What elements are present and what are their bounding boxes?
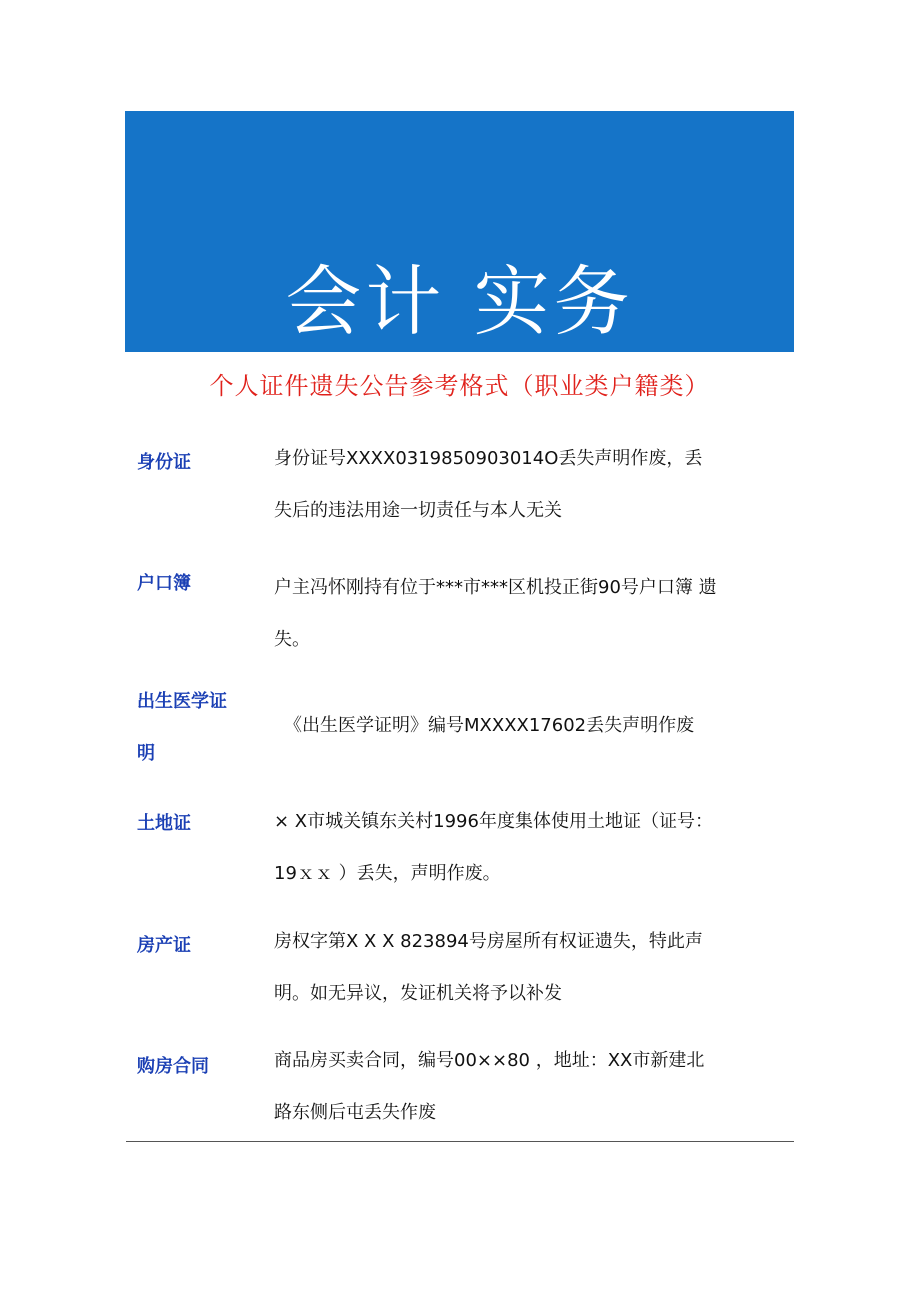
entry-label-line: 出生医学证 [137,691,227,712]
entry-label: 户口簿 [137,573,191,594]
document-title: 个人证件遗失公告参考格式（职业类户籍类） [209,372,710,400]
entry-label: 房产证 [137,935,191,956]
entry-text-line: 身份证号XXXX0319850903014O丢失声明作废，丢 [274,448,703,469]
entry-text-line: 失后的违法用途一切责任与本人无关 [274,500,562,521]
header-banner [125,111,794,352]
entry-label [137,676,247,780]
entry-text-line: 失。 [274,629,310,650]
entry-text-line: 19ｘｘ ）丢失，声明作废。 [274,863,501,884]
entry-content [274,796,784,900]
entry-content [284,700,794,752]
entry-content [274,562,784,666]
entry-label: 土地证 [137,813,191,834]
banner-title: 会计 实务 [285,257,634,346]
entry-text-line: 房权字第X X X 823894号房屋所有权证遗失，特此声 [274,931,703,952]
entry-text-line: 户主冯怀刚持有位于***市***区机投正街90号户口簿 遗 [274,577,717,598]
entry-text-line: 商品房买卖合同，编号00××80 ，地址：XX市新建北 [274,1050,705,1071]
entry-content [274,916,784,1020]
entry-text-line: 明。如无异议，发证机关将予以补发 [274,983,562,1004]
entry-content [274,433,784,537]
entry-text-line: × X市城关镇东关村1996年度集体使用土地证（证号： [274,811,713,832]
bottom-divider [126,1141,794,1142]
entry-label-line: 明 [137,743,155,764]
entry-text-line: 路东侧后屯丢失作废 [274,1102,436,1123]
entry-content [274,1035,784,1139]
entry-text-line: 《出生医学证明》编号MXXXX17602丢失声明作废 [284,715,695,736]
entry-label: 购房合同 [137,1056,209,1077]
entry-label: 身份证 [137,452,191,473]
